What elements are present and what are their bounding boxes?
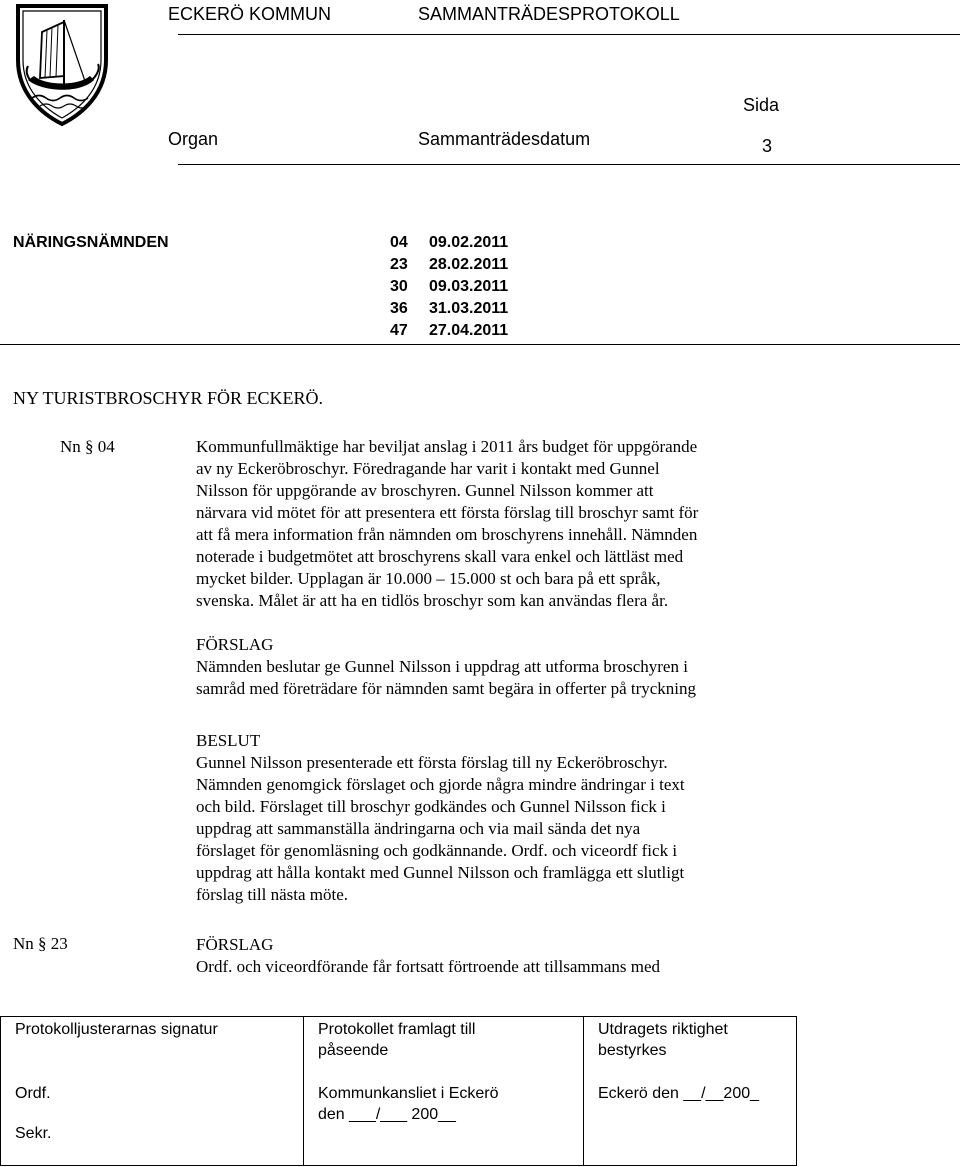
- signature-header: Protokolljusterarnas signatur: [15, 1021, 218, 1038]
- paragraph-line: uppdrag att hålla kontakt med Gunnel Nilsson och framlägga ett slutligt: [196, 863, 685, 882]
- chair-label: Ordf.: [15, 1085, 51, 1102]
- paragraph-line: Kommunfullmäktige har beviljat anslag i 2011 års budget för uppgörande: [196, 437, 698, 456]
- section-ref-04: Nn § 04: [60, 437, 115, 456]
- section-ref-23: Nn § 23: [13, 934, 68, 953]
- organ-label: Organ: [168, 129, 219, 149]
- committee-name: NÄRINGSNÄMNDEN: [13, 234, 169, 251]
- municipality-name: ECKERÖ KOMMUN: [168, 4, 332, 24]
- page-number: 3: [762, 136, 773, 156]
- paragraph-line: närvara vid mötet för att presentera ett första förslag till broschyr samt för: [196, 503, 699, 522]
- paragraph-line: av ny Eckeröbroschyr. Föredragande har varit i kontakt med Gunnel: [196, 459, 660, 478]
- paragraph-line: Ordf. och viceordförande får fortsatt förtroende att tillsammans med: [196, 957, 661, 976]
- paragraph-line: Gunnel Nilsson presenterade ett första förslag till ny Eckeröbroschyr.: [196, 753, 668, 772]
- display-location: Kommunkansliet i Eckerö: [318, 1085, 499, 1102]
- document-type: SAMMANTRÄDESPROTOKOLL: [418, 4, 680, 24]
- meeting-date: 31.03.2011: [429, 300, 509, 317]
- display-date: den ___/___ 200__: [318, 1106, 456, 1123]
- paragraph-line: Nilsson för uppgörande av broschyren. Gunnel Nilsson kommer att: [196, 481, 654, 500]
- meeting-number: 30: [390, 278, 408, 295]
- meeting-date: 27.04.2011: [429, 322, 509, 339]
- paragraph-line: förslaget för genomläsning och godkännande. Ordf. och viceordf fick i: [196, 841, 678, 860]
- meeting-number: 23: [390, 256, 408, 273]
- signature-column: [1, 1017, 303, 1165]
- meeting-date-label: Sammanträdesdatum: [418, 129, 591, 149]
- meeting-date: 28.02.2011: [429, 256, 509, 273]
- meeting-number: 36: [390, 300, 408, 317]
- paragraph-line: samråd med företrädare för nämnden samt begära in offerter på tryckning: [196, 679, 697, 698]
- paragraph-line: Nämnden genomgick förslaget och gjorde några mindre ändringar i text: [196, 775, 685, 794]
- display-column: [303, 1017, 583, 1165]
- decision-label: BESLUT: [196, 731, 261, 750]
- ship-crest-icon: [2, 2, 122, 127]
- section-23-proposal: [196, 934, 796, 978]
- meeting-number: 47: [390, 322, 408, 339]
- section-divider: [0, 344, 960, 345]
- paragraph-line: uppdrag att sammanställa ändringarna och via mail sända det nya: [196, 819, 641, 838]
- proposal-label: FÖRSLAG: [196, 935, 274, 954]
- signature-table: [0, 1016, 797, 1166]
- paragraph-line: svenska. Målet är att ha en tidlös broschyr som kan användas flera år.: [196, 591, 669, 610]
- paragraph-line: Nämnden beslutar ge Gunnel Nilsson i uppdrag att utforma broschyren i: [196, 657, 688, 676]
- section-04-decision: [196, 730, 796, 906]
- meeting-date: 09.02.2011: [429, 234, 509, 251]
- header-rule-top: [178, 34, 960, 35]
- header-rule-bottom: [178, 164, 960, 165]
- meeting-date: 09.03.2011: [429, 278, 509, 295]
- topic-heading: NY TURISTBROSCHYR FÖR ECKERÖ.: [13, 388, 324, 408]
- paragraph-line: noterade i budgetmötet att broschyrens skall vara enkel och lättläst med: [196, 547, 684, 566]
- proposal-label: FÖRSLAG: [196, 635, 274, 654]
- section-04-proposal: [196, 634, 796, 700]
- certification-column: [583, 1017, 796, 1165]
- display-header: Protokollet framlagt till: [318, 1021, 476, 1038]
- paragraph-line: och bild. Förslaget till broschyr godkändes och Gunnel Nilsson fick i: [196, 797, 666, 816]
- paragraph-line: att få mera information från nämnden om broschyrens innehåll. Nämnden: [196, 525, 698, 544]
- certification-header: bestyrkes: [598, 1042, 667, 1059]
- page-label: Sida: [743, 95, 780, 115]
- display-header: påseende: [318, 1042, 389, 1059]
- certification-date: Eckerö den __/__200_: [598, 1085, 760, 1102]
- section-04-body: [196, 436, 796, 612]
- secretary-label: Sekr.: [15, 1125, 52, 1142]
- paragraph-line: förslag till nästa möte.: [196, 885, 349, 904]
- meeting-number: 04: [390, 234, 408, 251]
- paragraph-line: mycket bilder. Upplagan är 10.000 – 15.000 st och bara på ett språk,: [196, 569, 661, 588]
- certification-header: Utdragets riktighet: [598, 1021, 728, 1038]
